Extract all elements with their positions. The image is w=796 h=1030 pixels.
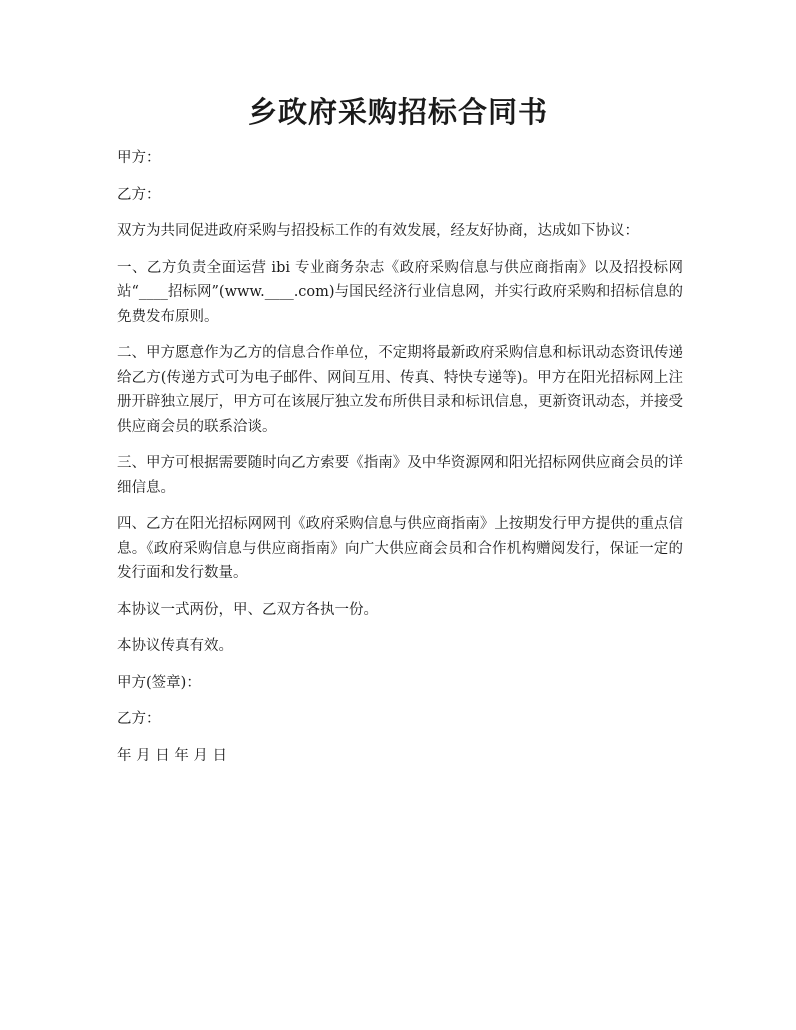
- clause-1: 一、乙方负责全面运营 ibi 专业商务杂志《政府采购信息与供应商指南》以及招投标网站“____招标网”(www.____.com)与国民经济行业信息网，并实行政府采购和招标信息的免费发布原则。: [117, 259, 683, 325]
- clause-3: 三、甲方可根据需要随时向乙方索要《指南》及中华资源网和阳光招标网供应商会员的详细信息。: [117, 455, 683, 496]
- document-body: [117, 146, 683, 780]
- copies-note: 本协议一式两份，甲、乙双方各执一份。: [117, 601, 378, 618]
- intro-paragraph: 双方为共同促进政府采购与招投标工作的有效发展，经友好协商，达成如下协议：: [117, 223, 639, 239]
- party-a-label: 甲方：: [117, 150, 161, 166]
- clause-2: 二、甲方愿意作为乙方的信息合作单位，不定期将最新政府采购信息和标讯动态资讯传递给乙方(传递方式可为电子邮件、网间互用、传真、特快专递等)。甲方在阳光招标网上注册开辟独立展厅，甲方可在该展厅独立发布所供目录和标讯信息，更新资讯动态，并接受供应商会员的联系洽谈。: [117, 345, 683, 435]
- sign-party-a: 甲方(签章)：: [117, 674, 201, 691]
- document-title: 乡政府采购招标合同书: [247, 95, 548, 129]
- date-line: 年 月 日 年 月 日: [117, 747, 228, 764]
- party-b-label: 乙方：: [117, 186, 161, 203]
- clause-4: 四、乙方在阳光招标网网刊《政府采购信息与供应商指南》上按期发行甲方提供的重点信息。《政府采购信息与供应商指南》向广大供应商会员和合作机构赠阅发行，保证一定的发行面和发行数量。: [117, 516, 683, 581]
- sign-party-b: 乙方：: [117, 711, 161, 727]
- fax-note: 本协议传真有效。: [117, 638, 233, 654]
